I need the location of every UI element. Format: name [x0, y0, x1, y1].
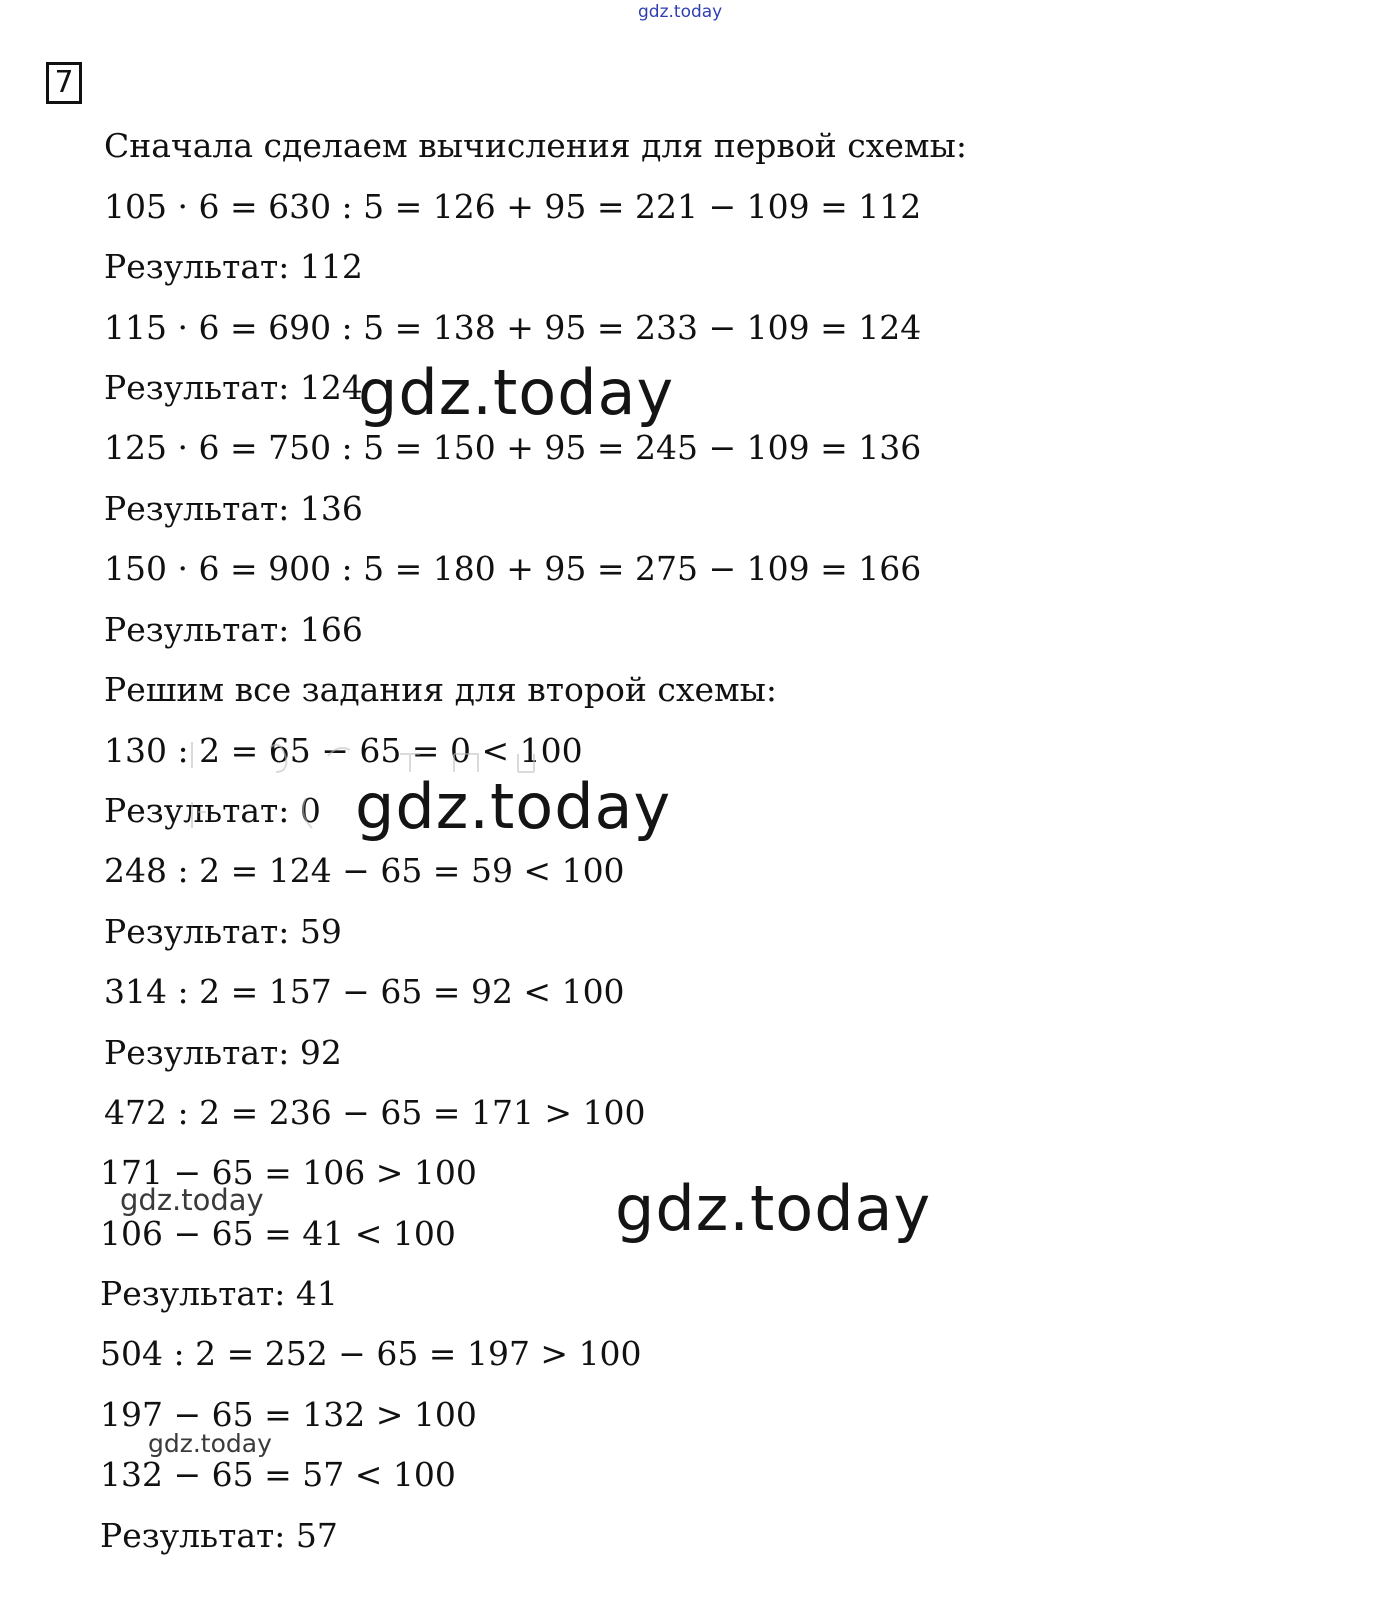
result-line: Результат: 0	[104, 791, 321, 830]
result-line: Результат: 92	[104, 1033, 342, 1072]
watermark-large: gdz.today	[358, 356, 675, 429]
calc-line: 150 · 6 = 900 : 5 = 180 + 95 = 275 − 109 = 166	[104, 549, 922, 588]
intro-first-scheme: Сначала сделаем вычисления для первой схемы:	[104, 126, 967, 165]
calc-line: 125 · 6 = 750 : 5 = 150 + 95 = 245 − 109 = 136	[104, 428, 922, 467]
calc-line: 248 : 2 = 124 − 65 = 59 < 100	[104, 851, 625, 890]
watermark-large: gdz.today	[615, 1172, 932, 1245]
result-line: Результат: 112	[104, 247, 363, 286]
watermark-small: gdz.today	[120, 1183, 264, 1217]
watermark-large: gdz.today	[355, 770, 672, 843]
result-line: Результат: 57	[100, 1516, 338, 1555]
calc-line: 105 · 6 = 630 : 5 = 126 + 95 = 221 − 109 = 112	[104, 187, 922, 226]
result-line: Результат: 136	[104, 489, 363, 528]
intro-second-scheme: Решим все задания для второй схемы:	[104, 670, 778, 709]
calc-line: 314 : 2 = 157 − 65 = 92 < 100	[104, 972, 625, 1011]
calc-line: 171 − 65 = 106 > 100	[100, 1153, 477, 1192]
task-number: 7	[54, 65, 74, 100]
calc-line: 197 − 65 = 132 > 100	[100, 1395, 477, 1434]
calc-line: 115 · 6 = 690 : 5 = 138 + 95 = 233 − 109 = 124	[104, 308, 922, 347]
result-line: Результат: 41	[100, 1274, 338, 1313]
watermark-small: gdz.today	[148, 1429, 272, 1458]
calc-line: 130 : 2 = 65 − 65 = 0 < 100	[104, 731, 583, 770]
result-line: Результат: 59	[104, 912, 342, 951]
watermark-top: gdz.today	[638, 2, 723, 22]
result-line: Результат: 166	[104, 610, 363, 649]
task-number-box	[46, 62, 82, 104]
calc-line: 132 − 65 = 57 < 100	[100, 1455, 456, 1494]
result-line: Результат: 124	[104, 368, 363, 407]
calc-line: 472 : 2 = 236 − 65 = 171 > 100	[104, 1093, 646, 1132]
calc-line: 504 : 2 = 252 − 65 = 197 > 100	[100, 1334, 642, 1373]
calc-line: 106 − 65 = 41 < 100	[100, 1214, 456, 1253]
